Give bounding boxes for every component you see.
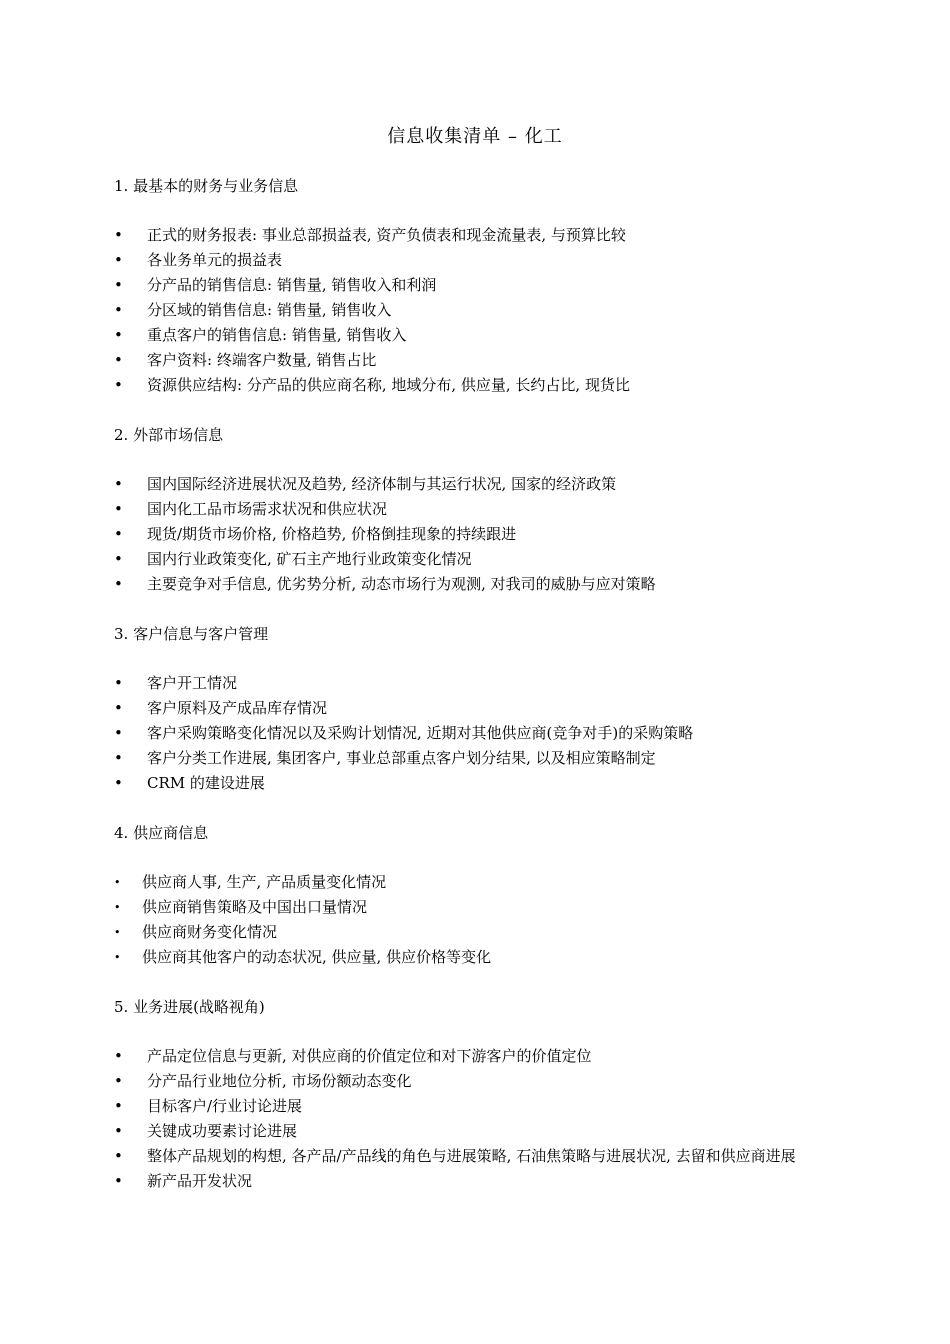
document-title: 信息收集清单 – 化工 xyxy=(387,126,563,147)
section-list-4 xyxy=(114,870,842,970)
list-item-text: 整体产品规划的构想, 各产品/产品线的角色与进展策略, 石油焦策略与进展状况, 去留和供应商进展 xyxy=(147,1147,796,1165)
list-item xyxy=(114,472,847,497)
list-item xyxy=(114,223,847,248)
section-heading-2: 2. 外部市场信息 xyxy=(114,426,224,444)
list-item-text: 客户开工情况 xyxy=(147,674,238,692)
list-item xyxy=(114,1169,847,1194)
list-item xyxy=(114,671,847,696)
list-item-text: 供应商财务变化情况 xyxy=(142,923,278,941)
list-item-text: 客户分类工作进展, 集团客户, 事业总部重点客户划分结果, 以及相应策略制定 xyxy=(147,749,656,767)
bullet-icon: • xyxy=(114,550,123,568)
list-item-text: 国内化工品市场需求状况和供应状况 xyxy=(147,500,388,518)
bullet-icon: • xyxy=(114,276,123,294)
list-item xyxy=(114,870,842,895)
list-item xyxy=(114,1069,847,1094)
section-heading-5: 5. 业务进展(战略视角) xyxy=(114,998,265,1016)
list-item xyxy=(114,1094,847,1119)
bullet-icon: • xyxy=(114,1147,123,1165)
bullet-icon: • xyxy=(114,575,123,593)
bullet-icon: • xyxy=(114,699,123,717)
bullet-icon: • xyxy=(114,1172,123,1190)
bullet-icon: • xyxy=(114,876,121,889)
list-item-text: 各业务单元的损益表 xyxy=(147,251,283,269)
list-item xyxy=(114,696,847,721)
list-item-text: 客户原料及产成品库存情况 xyxy=(147,699,328,717)
list-item-text: 新产品开发状况 xyxy=(147,1172,253,1190)
list-item-text: 分产品行业地位分析, 市场份额动态变化 xyxy=(147,1072,412,1090)
list-item-text: 国内行业政策变化, 矿石主产地行业政策变化情况 xyxy=(147,550,472,568)
list-item xyxy=(114,248,847,273)
list-item xyxy=(114,945,842,970)
list-item-text: 产品定位信息与更新, 对供应商的价值定位和对下游客户的价值定位 xyxy=(147,1047,592,1065)
bullet-icon: • xyxy=(114,251,123,269)
list-item xyxy=(114,1044,847,1069)
list-item-text: 重点客户的销售信息: 销售量, 销售收入 xyxy=(147,326,407,344)
bullet-icon: • xyxy=(114,901,121,914)
list-item xyxy=(114,572,847,597)
list-item xyxy=(114,273,847,298)
list-item xyxy=(114,522,847,547)
bullet-icon: • xyxy=(114,724,123,742)
list-item-text: 分产品的销售信息: 销售量, 销售收入和利润 xyxy=(147,276,437,294)
list-item xyxy=(114,547,847,572)
bullet-icon: • xyxy=(114,226,123,244)
list-item-text: CRM 的建设进展 xyxy=(147,774,265,792)
bullet-icon: • xyxy=(114,1097,123,1115)
bullet-icon: • xyxy=(114,749,123,767)
list-item xyxy=(114,348,847,373)
list-item xyxy=(114,721,847,746)
bullet-icon: • xyxy=(114,376,123,394)
bullet-icon: • xyxy=(114,1122,123,1140)
list-item xyxy=(114,1119,847,1144)
list-item xyxy=(114,746,847,771)
bullet-icon: • xyxy=(114,351,123,369)
section-list-3 xyxy=(114,671,847,796)
section-list-5 xyxy=(114,1044,847,1194)
section-heading-1: 1. 最基本的财务与业务信息 xyxy=(114,177,299,195)
list-item-text: 国内国际经济进展状况及趋势, 经济体制与其运行状况, 国家的经济政策 xyxy=(147,475,617,493)
section-heading-3: 3. 客户信息与客户管理 xyxy=(114,625,269,643)
list-item-text: 供应商其他客户的动态状况, 供应量, 供应价格等变化 xyxy=(142,948,492,966)
section-list-1 xyxy=(114,223,847,398)
bullet-icon: • xyxy=(114,525,123,543)
list-item-text: 供应商人事, 生产, 产品质量变化情况 xyxy=(142,873,387,891)
list-item xyxy=(114,497,847,522)
list-item-text: 目标客户/行业讨论进展 xyxy=(147,1097,303,1115)
bullet-icon: • xyxy=(114,326,123,344)
bullet-icon: • xyxy=(114,500,123,518)
list-item-text: 正式的财务报表: 事业总部损益表, 资产负债表和现金流量表, 与预算比较 xyxy=(147,226,626,244)
list-item-text: 分区域的销售信息: 销售量, 销售收入 xyxy=(147,301,392,319)
list-item-text: 客户采购策略变化情况以及采购计划情况, 近期对其他供应商(竞争对手)的采购策略 xyxy=(147,724,694,742)
bullet-icon: • xyxy=(114,674,123,692)
list-item-text: 关键成功要素讨论进展 xyxy=(147,1122,298,1140)
list-item-text: 资源供应结构: 分产品的供应商名称, 地域分布, 供应量, 长约占比, 现货比 xyxy=(147,376,630,394)
bullet-icon: • xyxy=(114,1047,123,1065)
bullet-icon: • xyxy=(114,926,121,939)
list-item xyxy=(114,323,847,348)
bullet-icon: • xyxy=(114,475,123,493)
list-item xyxy=(114,895,842,920)
section-heading-4: 4. 供应商信息 xyxy=(114,824,209,842)
list-item xyxy=(114,771,847,796)
bullet-icon: • xyxy=(114,774,123,792)
list-item xyxy=(114,920,842,945)
list-item xyxy=(114,298,847,323)
bullet-icon: • xyxy=(114,951,121,964)
list-item-text: 供应商销售策略及中国出口量情况 xyxy=(142,898,368,916)
list-item-text: 主要竞争对手信息, 优劣势分析, 动态市场行为观测, 对我司的威胁与应对策略 xyxy=(147,575,656,593)
list-item-text: 客户资料: 终端客户数量, 销售占比 xyxy=(147,351,377,369)
bullet-icon: • xyxy=(114,301,123,319)
list-item xyxy=(114,1144,847,1169)
list-item-text: 现货/期货市场价格, 价格趋势, 价格倒挂现象的持续跟进 xyxy=(147,525,517,543)
section-list-2 xyxy=(114,472,847,597)
bullet-icon: • xyxy=(114,1072,123,1090)
list-item xyxy=(114,373,847,398)
